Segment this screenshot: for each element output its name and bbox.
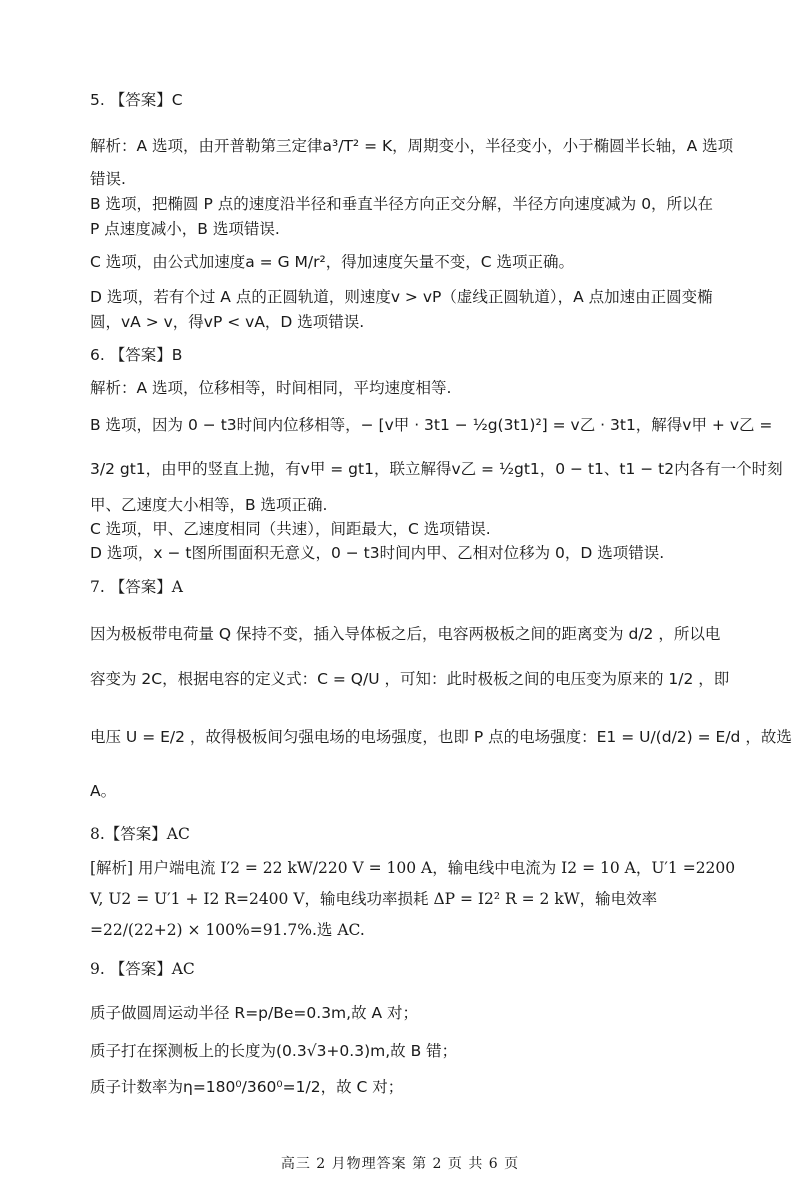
q7-line-1: 因为极板带电荷量 Q 保持不变，插入导体板之后，电容两极板之间的距离变为 d/2 ，所以电 bbox=[90, 625, 721, 643]
q5-line-7: 圆，vA > v，得vP < vA，D 选项错误. bbox=[90, 313, 365, 331]
q8-heading: 8.【答案】AC bbox=[90, 825, 190, 843]
q5-heading: 5. 【答案】C bbox=[90, 91, 183, 109]
q6-line-4: 甲、乙速度大小相等，B 选项正确. bbox=[90, 496, 328, 514]
q6-line-2: B 选项，因为 0 − t3时间内位移相等，− [v甲 · 3t1 − ½g(3t1)²] = v乙 · 3t1，解得v甲 + v乙 = bbox=[90, 416, 773, 434]
q6-line-1: 解析：A 选项，位移相等，时间相同，平均速度相等. bbox=[90, 379, 452, 397]
q9-line-1: 质子做圆周运动半径 R=p/Be=0.3m,故 A 对； bbox=[90, 1004, 419, 1022]
q7-line-3: 电压 U = E/2 ，故得极板间匀强电场的电场强度，也即 P 点的电场强度：E1 = U/(d/2) = E/d ，故选 bbox=[90, 728, 792, 746]
q6-heading: 6. 【答案】B bbox=[90, 346, 183, 364]
q5-line-1: 解析：A 选项，由开普勒第三定律a³/T² = K，周期变小，半径变小，小于椭圆半长轴，A 选项 bbox=[90, 137, 734, 155]
q5-line-6: D 选项，若有个过 A 点的正圆轨道，则速度v > vP（虚线正圆轨道），A 点加速由正圆变椭 bbox=[90, 288, 713, 306]
q7-line-4: A。 bbox=[90, 782, 117, 800]
q8-line-3: =22/(22+2) × 100%=91.7%.选 AC. bbox=[90, 921, 365, 939]
q5-line-4: P 点速度减小，B 选项错误. bbox=[90, 220, 280, 238]
q5-line-3: B 选项，把椭圆 P 点的速度沿半径和垂直半径方向正交分解，半径方向速度减为 0，所以在 bbox=[90, 195, 714, 213]
q8-line-2: V, U2 = U′1 + I2 R=2400 V，输电线功率损耗 ΔP = I2² R = 2 kW，输电效率 bbox=[90, 890, 658, 908]
q9-heading: 9. 【答案】AC bbox=[90, 960, 195, 978]
q8-line-1: [解析] 用户端电流 I′2 = 22 kW/220 V = 100 A，输电线中电流为 I2 = 10 A，U′1 =2200 bbox=[90, 859, 736, 877]
q5-line-5: C 选项，由公式加速度a = G M/r²，得加速度矢量不变，C 选项正确。 bbox=[90, 253, 574, 271]
q6-line-3: 3/2 gt1，由甲的竖直上抛，有v甲 = gt1，联立解得v乙 = ½gt1，0 − t1、t1 − t2内各有一个时刻 bbox=[90, 460, 783, 478]
q9-line-3: 质子计数率为η=180⁰/360⁰=1/2，故 C 对； bbox=[90, 1078, 404, 1096]
q5-line-2: 错误. bbox=[90, 170, 126, 188]
q6-line-5: C 选项，甲、乙速度相同（共速），间距最大，C 选项错误. bbox=[90, 520, 491, 538]
q7-heading: 7. 【答案】A bbox=[90, 578, 183, 596]
q7-line-2: 容变为 2C，根据电容的定义式：C = Q/U ，可知：此时极板之间的电压变为原来的 1/2 ，即 bbox=[90, 670, 730, 688]
page-footer: 高三 2 月物理答案 第 2 页 共 6 页 bbox=[280, 1156, 520, 1172]
q9-line-2: 质子打在探测板上的长度为(0.3√3+0.3)m,故 B 错； bbox=[90, 1042, 458, 1060]
q6-line-6: D 选项，x − t图所围面积无意义，0 − t3时间内甲、乙相对位移为 0，D 选项错误. bbox=[90, 544, 665, 562]
